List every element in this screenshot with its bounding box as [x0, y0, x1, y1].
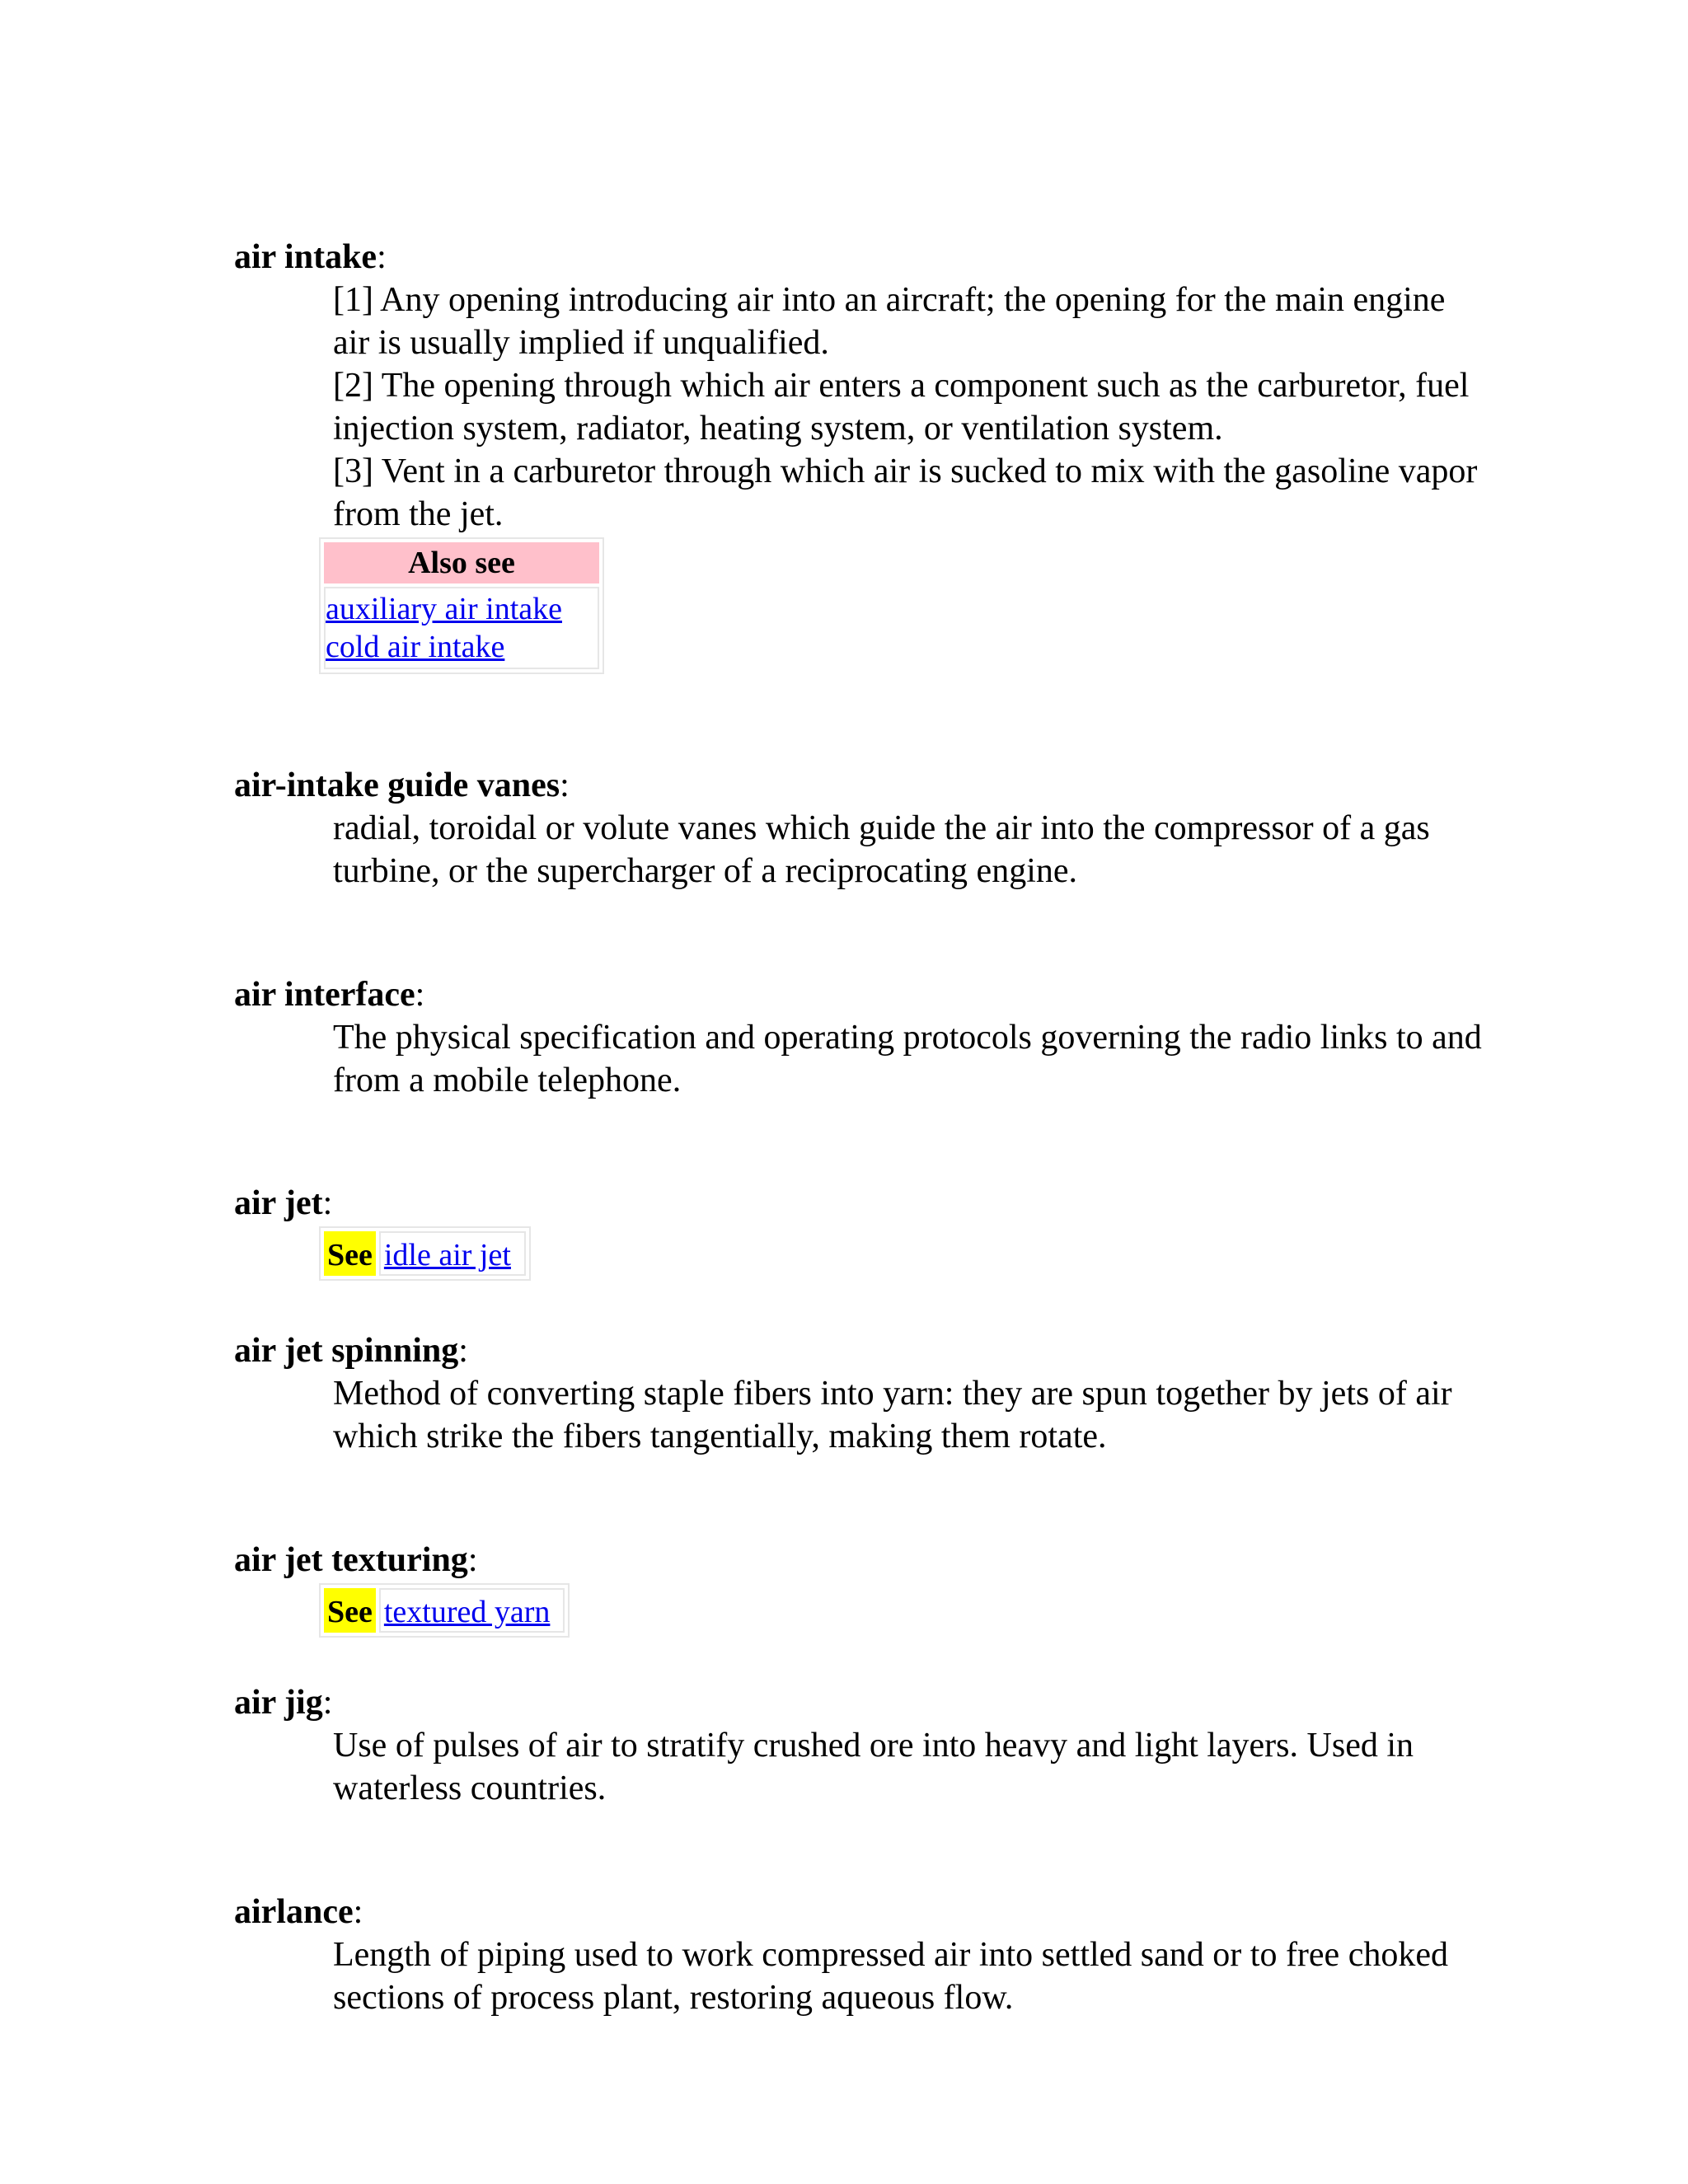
entry-air-jet — [234, 1182, 1487, 1281]
term-line: air jig: — [234, 1684, 333, 1722]
term: air jet texturing — [234, 1541, 468, 1579]
entry-air-jig — [234, 1681, 1487, 1810]
see-box — [319, 1226, 531, 1281]
term: airlance — [234, 1893, 354, 1931]
definition-2: [2] The opening through which air enters a component such as the carburetor, fuel injection system, radiator, heating system, or ventilation system. — [333, 367, 1470, 448]
term: air jig — [234, 1684, 323, 1722]
term-line: air-intake guide vanes: — [234, 766, 570, 804]
entry-air-interface — [234, 973, 1487, 1102]
see-link-cell — [379, 1588, 565, 1633]
term-line: airlance: — [234, 1893, 363, 1931]
term: air intake — [234, 238, 377, 276]
link-textured-yarn[interactable]: textured yarn — [383, 1595, 551, 1629]
entry-air-intake — [234, 236, 1487, 674]
link-cold-air-intake[interactable]: cold air intake — [326, 630, 505, 664]
definition: Length of piping used to work compressed air into settled sand or to free choked sections of process plant, restoring aqueous flow. — [333, 1936, 1448, 2017]
definition: Method of converting staple fibers into yarn: they are spun together by jets of air which strike the fibers tangentially, making them rotate. — [333, 1375, 1452, 1455]
term-line: air intake: — [234, 238, 387, 276]
term: air interface — [234, 976, 415, 1014]
also-see-box — [319, 537, 604, 674]
term-line: air interface: — [234, 976, 425, 1014]
definition: radial, toroidal or volute vanes which guide the air into the compressor of a gas turbine, or the supercharger of a reciprocating engine. — [333, 809, 1430, 890]
term-line: air jet spinning: — [234, 1332, 468, 1370]
link-auxiliary-air-intake[interactable]: auxiliary air intake — [326, 592, 562, 626]
term: air jet — [234, 1184, 323, 1222]
see-box — [319, 1583, 570, 1638]
term: air-intake guide vanes — [234, 766, 560, 804]
see-label: See — [324, 1588, 376, 1633]
see-label: See — [324, 1231, 376, 1276]
entry-air-jet-texturing — [234, 1539, 1487, 1638]
also-see-header: Also see — [324, 542, 599, 583]
definition-1: [1] Any opening introducing air into an aircraft; the opening for the main engine air is usually implied if unqualified. — [333, 281, 1446, 362]
term-line: air jet texturing: — [234, 1541, 478, 1579]
definition: Use of pulses of air to stratify crushed ore into heavy and light layers. Used in waterless countries. — [333, 1727, 1414, 1807]
entry-air-intake-guide-vanes — [234, 764, 1487, 893]
link-idle-air-jet[interactable]: idle air jet — [383, 1238, 511, 1272]
entry-airlance — [234, 1891, 1487, 2019]
see-link-cell — [379, 1231, 526, 1276]
definition: The physical specification and operating protocols governing the radio links to and from a mobile telephone. — [333, 1019, 1482, 1099]
term: air jet spinning — [234, 1332, 459, 1370]
definition — [333, 279, 1487, 536]
also-see-links — [324, 587, 599, 669]
term-line: air jet: — [234, 1184, 333, 1222]
definition-3: [3] Vent in a carburetor through which air is sucked to mix with the gasoline vapor from the jet. — [333, 452, 1478, 533]
entry-air-jet-spinning — [234, 1329, 1487, 1458]
